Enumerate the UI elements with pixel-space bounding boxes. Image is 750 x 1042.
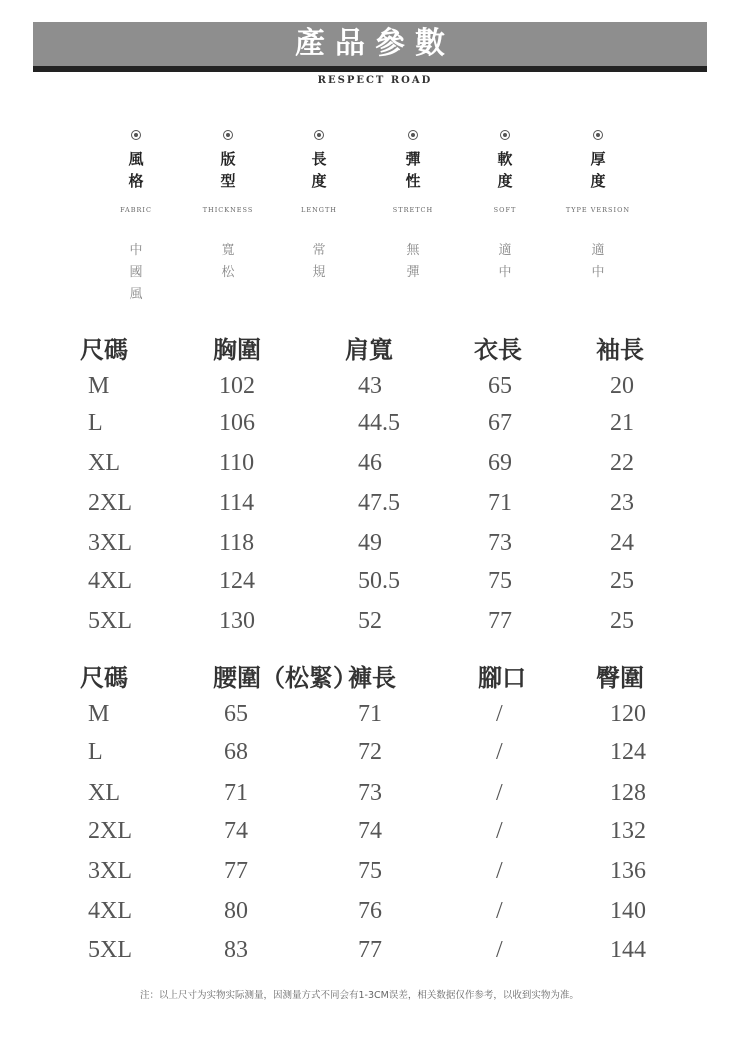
value-cell: 130 bbox=[219, 608, 255, 634]
value-cell: 74 bbox=[358, 818, 382, 844]
value-cell: 71 bbox=[358, 701, 382, 727]
value-cell: 49 bbox=[358, 530, 382, 556]
page-title: 產品參數 bbox=[295, 26, 455, 61]
value-cell: 23 bbox=[610, 490, 634, 516]
size-cell: 4XL bbox=[88, 898, 132, 924]
value-cell: 132 bbox=[610, 818, 646, 844]
attribute-value: 適中 bbox=[591, 243, 605, 280]
header-size: 尺碼 bbox=[80, 663, 128, 692]
attribute-name: 版型 bbox=[220, 150, 236, 190]
value-cell: 21 bbox=[610, 410, 634, 436]
value-cell: / bbox=[496, 818, 503, 844]
bullet-icon bbox=[314, 130, 324, 140]
value-cell: 22 bbox=[610, 450, 634, 476]
table-row bbox=[0, 373, 750, 413]
attribute-english: STRETCH bbox=[392, 206, 434, 214]
bullet-icon bbox=[223, 130, 233, 140]
table-row bbox=[0, 530, 750, 570]
bullet-icon bbox=[131, 130, 141, 140]
value-cell: 73 bbox=[488, 530, 512, 556]
value-cell: 65 bbox=[224, 701, 248, 727]
attribute-name: 風格 bbox=[128, 150, 144, 190]
attribute-name: 軟度 bbox=[497, 150, 513, 190]
value-cell: 118 bbox=[219, 530, 255, 556]
attribute-english: LENGTH bbox=[301, 206, 337, 214]
value-cell: / bbox=[496, 937, 503, 963]
value-cell: 80 bbox=[224, 898, 248, 924]
size-cell: M bbox=[88, 701, 110, 727]
bullet-icon bbox=[500, 130, 510, 140]
value-cell: / bbox=[496, 739, 503, 765]
value-cell: 124 bbox=[610, 739, 646, 765]
table-header bbox=[0, 658, 750, 698]
table-header bbox=[0, 330, 750, 370]
attribute-english: TYPE VERSION bbox=[565, 206, 631, 214]
value-cell: 102 bbox=[219, 373, 255, 399]
value-cell: 76 bbox=[358, 898, 382, 924]
table-row bbox=[0, 608, 750, 648]
value-cell: 75 bbox=[358, 858, 382, 884]
attribute-english: SOFT bbox=[493, 206, 517, 214]
table-row bbox=[0, 898, 750, 938]
value-cell: / bbox=[496, 858, 503, 884]
header-leg-opening: 腳口 bbox=[478, 663, 526, 692]
header-length: 衣長 bbox=[474, 335, 522, 364]
value-cell: 50.5 bbox=[358, 568, 400, 594]
value-cell: / bbox=[496, 780, 503, 806]
size-cell: 5XL bbox=[88, 608, 132, 634]
value-cell: 44.5 bbox=[358, 410, 400, 436]
attribute-thickness bbox=[543, 130, 653, 284]
size-cell: XL bbox=[88, 450, 120, 476]
value-cell: 68 bbox=[224, 739, 248, 765]
size-cell: 4XL bbox=[88, 568, 132, 594]
attribute-english: FABRIC bbox=[120, 206, 152, 214]
size-cell: XL bbox=[88, 780, 120, 806]
page-subtitle: RESPECT ROAD bbox=[317, 75, 433, 86]
value-cell: 25 bbox=[610, 608, 634, 634]
attribute-value: 適中 bbox=[498, 243, 512, 280]
value-cell: / bbox=[496, 898, 503, 924]
value-cell: 71 bbox=[224, 780, 248, 806]
header-pant-length: 褲長 bbox=[348, 663, 396, 692]
value-cell: 77 bbox=[358, 937, 382, 963]
value-cell: 73 bbox=[358, 780, 382, 806]
value-cell: 65 bbox=[488, 373, 512, 399]
value-cell: 110 bbox=[219, 450, 255, 476]
size-cell: 3XL bbox=[88, 858, 132, 884]
size-cell: L bbox=[88, 410, 103, 436]
table-row bbox=[0, 410, 750, 450]
value-cell: 144 bbox=[610, 937, 646, 963]
value-cell: 106 bbox=[219, 410, 255, 436]
value-cell: 128 bbox=[610, 780, 646, 806]
table-row bbox=[0, 568, 750, 608]
value-cell: 67 bbox=[488, 410, 512, 436]
attribute-value: 中國風 bbox=[129, 243, 143, 302]
value-cell: 77 bbox=[488, 608, 512, 634]
header-sleeve: 袖長 bbox=[596, 335, 644, 364]
value-cell: 77 bbox=[224, 858, 248, 884]
table-row bbox=[0, 739, 750, 779]
table-row bbox=[0, 450, 750, 490]
header-hip: 臀圍 bbox=[596, 663, 644, 692]
value-cell: 46 bbox=[358, 450, 382, 476]
value-cell: 114 bbox=[219, 490, 255, 516]
header-chest: 胸圍 bbox=[213, 335, 261, 364]
value-cell: 43 bbox=[358, 373, 382, 399]
value-cell: 20 bbox=[610, 373, 634, 399]
value-cell: 24 bbox=[610, 530, 634, 556]
bullet-icon bbox=[408, 130, 418, 140]
value-cell: 47.5 bbox=[358, 490, 400, 516]
header-shoulder: 肩寬 bbox=[345, 335, 393, 364]
table-row bbox=[0, 818, 750, 858]
size-cell: 3XL bbox=[88, 530, 132, 556]
header-size: 尺碼 bbox=[80, 335, 128, 364]
value-cell: 136 bbox=[610, 858, 646, 884]
size-cell: 2XL bbox=[88, 490, 132, 516]
attribute-value: 常規 bbox=[312, 243, 326, 280]
value-cell: 69 bbox=[488, 450, 512, 476]
attribute-name: 厚度 bbox=[590, 150, 606, 190]
table-row bbox=[0, 858, 750, 898]
value-cell: 71 bbox=[488, 490, 512, 516]
attribute-name: 長度 bbox=[311, 150, 327, 190]
attribute-value: 寬松 bbox=[221, 243, 235, 280]
table-row bbox=[0, 490, 750, 530]
value-cell: 120 bbox=[610, 701, 646, 727]
attribute-english: THICKNESS bbox=[202, 206, 254, 214]
value-cell: 140 bbox=[610, 898, 646, 924]
title-underline bbox=[33, 66, 707, 72]
value-cell: 83 bbox=[224, 937, 248, 963]
value-cell: 124 bbox=[219, 568, 255, 594]
value-cell: / bbox=[496, 701, 503, 727]
size-cell: M bbox=[88, 373, 110, 399]
value-cell: 52 bbox=[358, 608, 382, 634]
size-cell: 2XL bbox=[88, 818, 132, 844]
attribute-value: 無彈 bbox=[406, 243, 420, 280]
table-row bbox=[0, 780, 750, 820]
bullet-icon bbox=[593, 130, 603, 140]
value-cell: 75 bbox=[488, 568, 512, 594]
table-row bbox=[0, 701, 750, 741]
table-row bbox=[0, 937, 750, 977]
value-cell: 25 bbox=[610, 568, 634, 594]
size-cell: L bbox=[88, 739, 103, 765]
size-cell: 5XL bbox=[88, 937, 132, 963]
value-cell: 74 bbox=[224, 818, 248, 844]
footer-note: 注：以上尺寸为实物实际测量，因测量方式不同会有1-3CM误差，相关数据仅作参考，以收到实物为准。 bbox=[140, 990, 579, 1001]
attribute-name: 彈性 bbox=[405, 150, 421, 190]
value-cell: 72 bbox=[358, 739, 382, 765]
header-waist: 腰圍（松緊） bbox=[213, 663, 357, 692]
